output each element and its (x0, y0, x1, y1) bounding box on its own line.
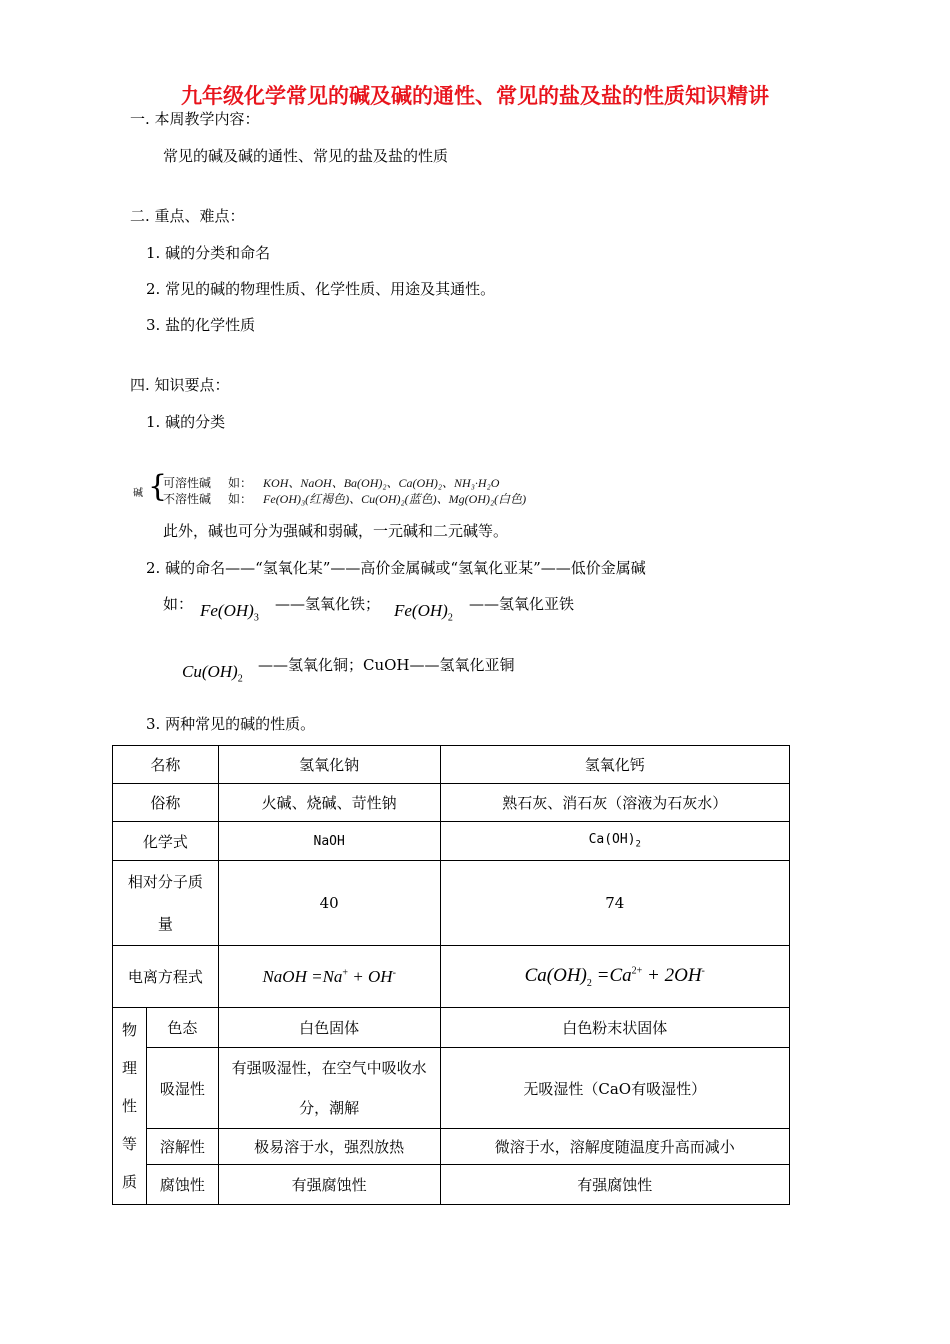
table-row (113, 822, 790, 861)
table-row (113, 1008, 790, 1048)
base-label: 碱 (133, 488, 143, 499)
formula-label: 化学式 (113, 822, 219, 861)
brace-icon: { (148, 469, 168, 504)
common-name-label: 俗称 (113, 784, 219, 822)
base-also-text: 此外，碱也可分为强碱和弱碱，一元碱和二元碱等。 (163, 522, 509, 540)
soluble-prefix: 如： (228, 476, 253, 490)
base-properties-table (112, 745, 790, 1205)
solubility-label: 溶解性 (146, 1129, 218, 1165)
fe3-name: ——氢氧化铁； (275, 595, 381, 613)
ionization-label: 电离方程式 (113, 946, 219, 1008)
page-title: 九年级化学常见的碱及碱的通性、常见的盐及盐的性质知识精讲 (181, 84, 769, 108)
ionization-naoh: NaOH =Na+ + OH- (218, 946, 440, 1008)
table-row (113, 784, 790, 822)
corrosive-naoh: 有强腐蚀性 (218, 1165, 440, 1205)
soluble-formulas: KOH、NaOH、Ba(OH)₂、Ca(OH)₂、NH₃·H₂O (263, 476, 500, 490)
formula-caoh: $Ca(OH)_2$ (440, 822, 789, 861)
soluble-label: 可溶性碱 (163, 476, 212, 490)
insoluble-formulas: Fe(OH)₃(红褐色)、Cu(OH)₂(蓝色)、Mg(OH)₂(白色) (263, 492, 527, 506)
table-header-name: 名称 (113, 746, 219, 784)
ionization-caoh: $Ca(OH)_2 =Ca^{2+} + 2OH^-$ (440, 946, 789, 1008)
hygroscopic-label: 吸湿性 (146, 1048, 218, 1129)
formula-fe-oh-3: $Fe(OH)_3$ (200, 601, 259, 624)
formula-naoh: NaOH (218, 822, 440, 861)
example-prefix: 如： (163, 595, 194, 613)
common-name-caoh: 熟石灰、消石灰（溶液为石灰水） (440, 784, 789, 822)
corrosive-label: 腐蚀性 (146, 1165, 218, 1205)
section2-item-2: 2. 常见的碱的物理性质、化学性质、用途及其通性。 (146, 280, 496, 298)
insoluble-prefix: 如： (228, 492, 253, 506)
color-state-naoh: 白色固体 (218, 1008, 440, 1048)
section4-item-1: 1. 碱的分类 (146, 413, 226, 431)
table-row (113, 1129, 790, 1165)
table-row (113, 946, 790, 1008)
color-state-caoh: 白色粉末状固体 (440, 1008, 789, 1048)
formula-cu-oh-2: $Cu(OH)_2$ (182, 662, 243, 685)
common-name-naoh: 火碱、烧碱、苛性钠 (218, 784, 440, 822)
corrosive-caoh: 有强腐蚀性 (440, 1165, 789, 1205)
table-header-naoh: 氢氧化钠 (218, 746, 440, 784)
hygroscopic-caoh: 无吸湿性（CaO有吸湿性） (440, 1048, 789, 1129)
section2-item-1: 1. 碱的分类和命名 (146, 244, 271, 262)
section4-heading: 四. 知识要点： (130, 376, 230, 394)
section2-item-3: 3. 盐的化学性质 (146, 316, 256, 334)
table-row (113, 861, 790, 946)
insoluble-base-line (163, 490, 526, 507)
color-state-label: 色态 (146, 1008, 218, 1048)
mass-caoh: 74 (440, 861, 789, 946)
table-row (113, 1048, 790, 1129)
solubility-naoh: 极易溶于水，强烈放热 (218, 1129, 440, 1165)
physical-props-label: 物 理 性 等 质 (113, 1008, 147, 1205)
section4-item-2: 2. 碱的命名——“氢氧化某”——高价金属碱或“氢氧化亚某”——低价金属碱 (146, 559, 646, 577)
section1-heading: 一. 本周教学内容： (130, 110, 260, 128)
table-header-caoh: 氢氧化钙 (440, 746, 789, 784)
mass-naoh: 40 (218, 861, 440, 946)
insoluble-label: 不溶性碱 (163, 492, 212, 506)
formula-fe-oh-2: $Fe(OH)_2$ (394, 601, 453, 624)
solubility-caoh: 微溶于水，溶解度随温度升高而减小 (440, 1129, 789, 1165)
section1-content: 常见的碱及碱的通性、常见的盐及盐的性质 (163, 147, 449, 165)
cu2-name: ——氢氧化铜；CuOH——氢氧化亚铜 (258, 656, 515, 674)
mass-label: 相对分子质 量 (113, 861, 219, 946)
section4-item-3: 3. 两种常见的碱的性质。 (146, 715, 316, 733)
hygroscopic-naoh: 有强吸湿性，在空气中吸收水 分，潮解 (218, 1048, 440, 1129)
section2-heading: 二. 重点、难点： (130, 207, 245, 225)
table-row (113, 1165, 790, 1205)
fe2-name: ——氢氧化亚铁 (469, 595, 575, 613)
soluble-base-line (163, 474, 499, 491)
table-row (113, 746, 790, 784)
